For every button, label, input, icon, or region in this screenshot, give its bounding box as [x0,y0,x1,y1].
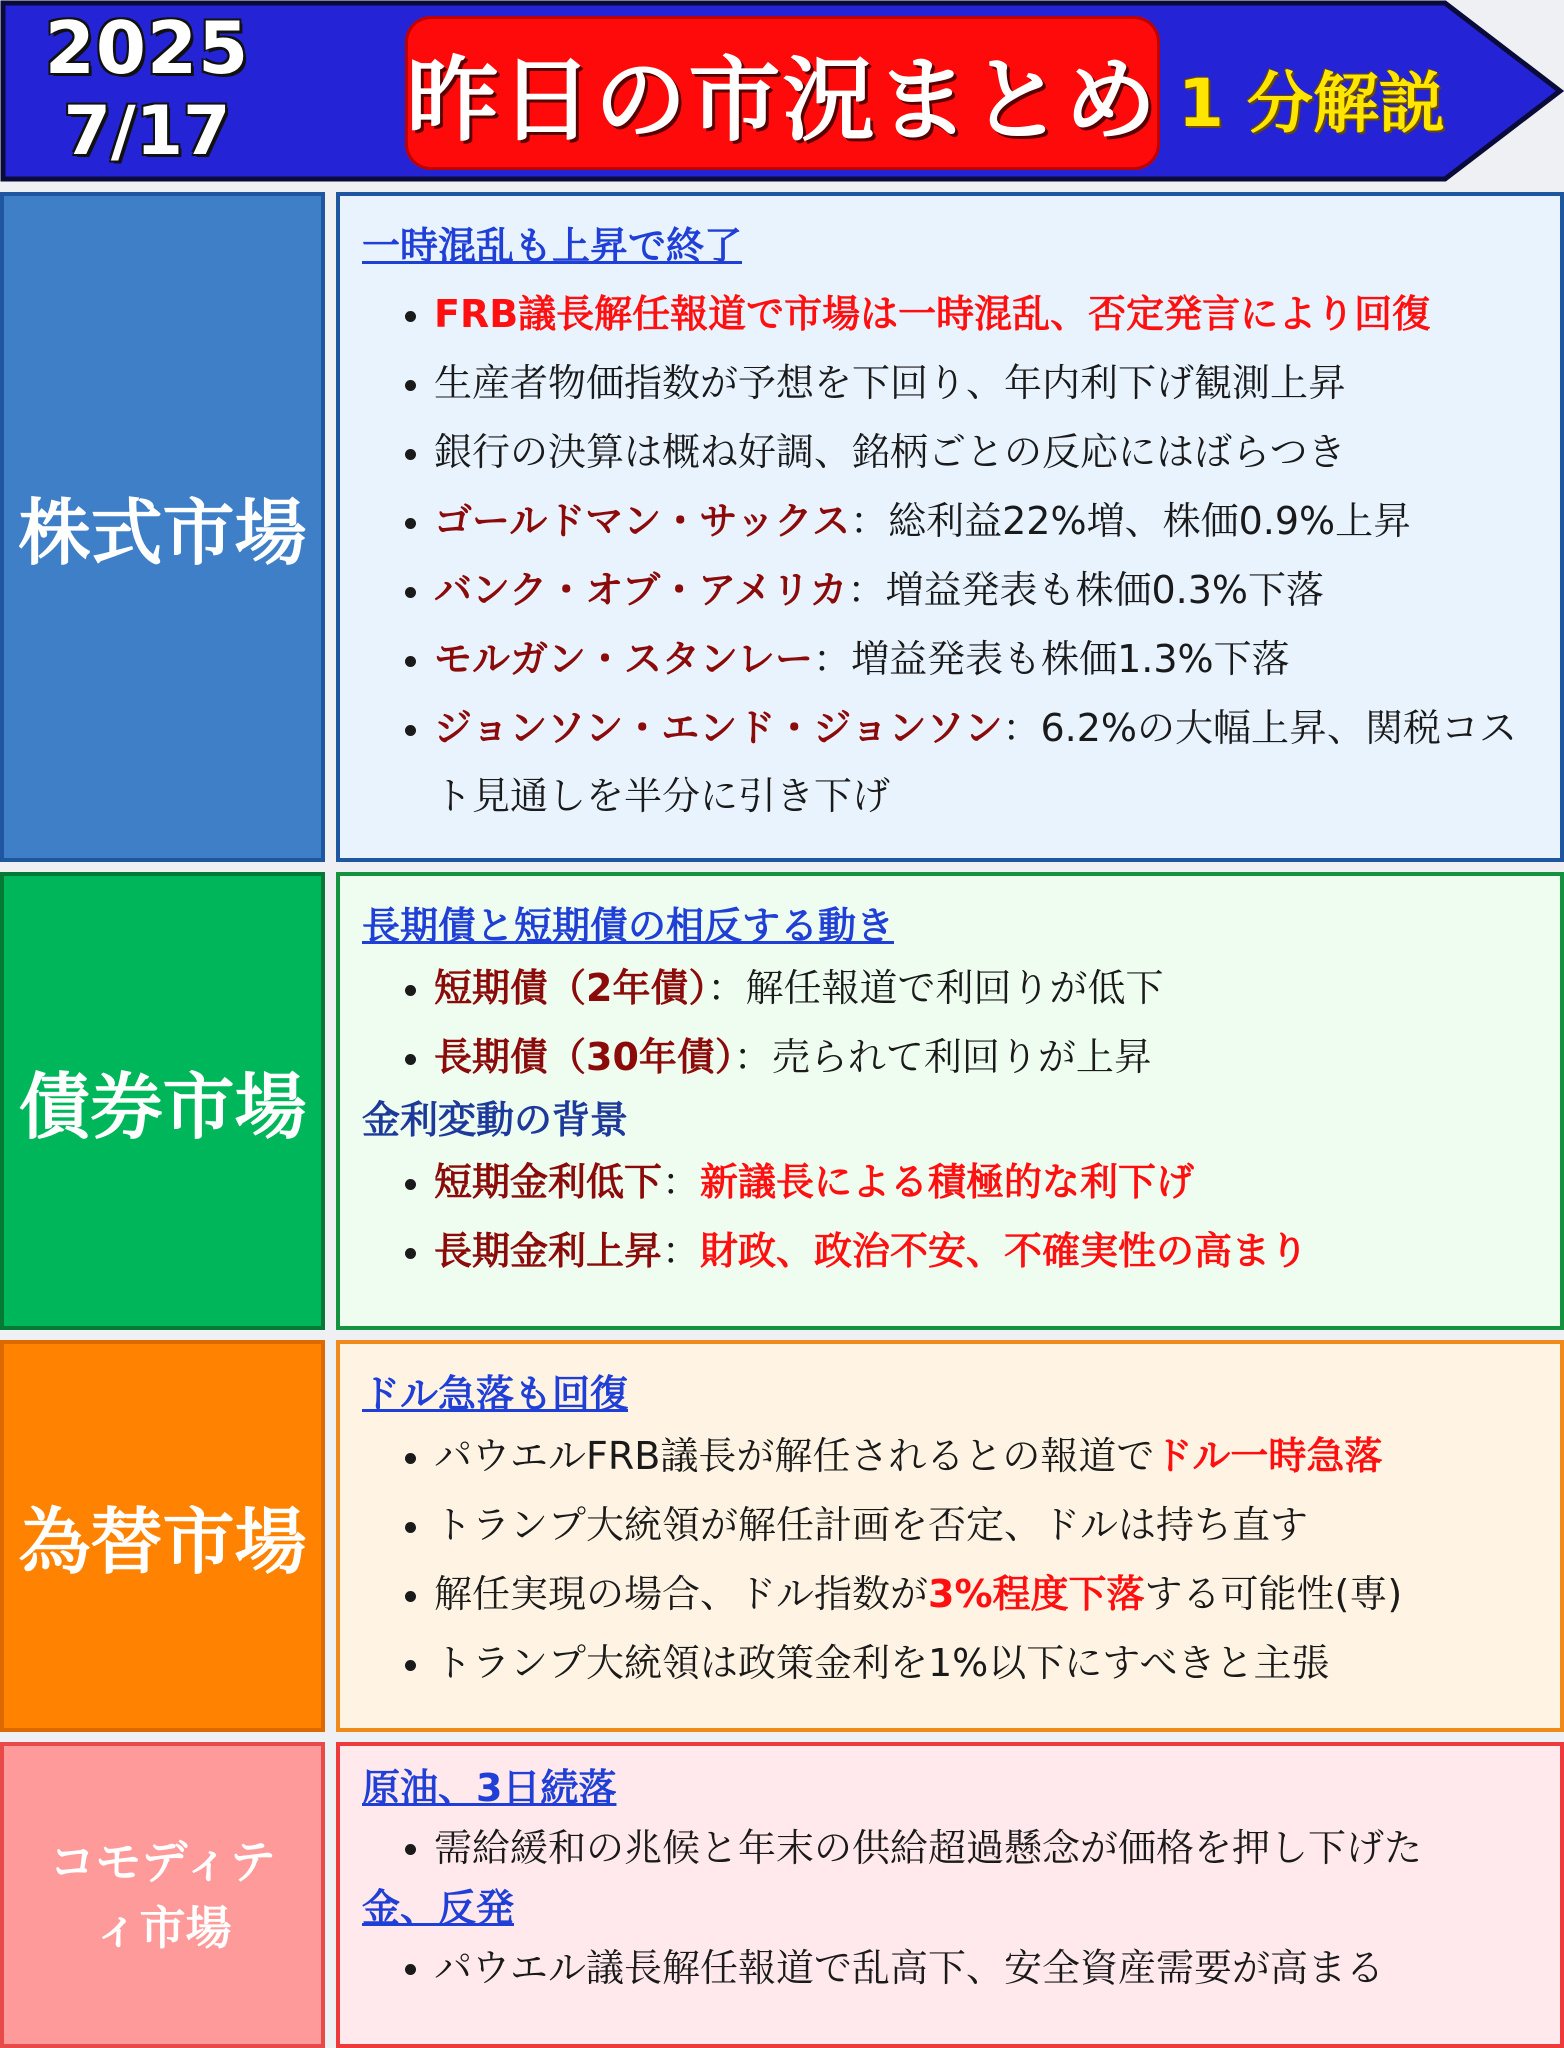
list-item [362,1560,1540,1629]
commodity-item-text: パウエル議長解任報道で乱高下、安全資産需要が高まる [434,1946,1385,1990]
stock-item-highlight: FRB議長解任報道で市場は一時混乱、否定発言により回復 [434,292,1431,336]
list-item [362,1629,1540,1698]
list-item [362,1936,1540,2000]
fx-heading: ドル急落も回復 [362,1372,629,1416]
date-block [22,6,272,171]
fx-item-text: トランプ大統領は政策金利を1%以下にすべきと主張 [434,1641,1330,1685]
commodity-market-content [336,1742,1564,2048]
list-item [362,280,1540,349]
bond-heading-2: 金利変動の背景 [362,1098,629,1142]
company-name: ジョンソン・エンド・ジョンソン [434,706,1003,750]
company-name: バンク・オブ・アメリカ [434,568,848,612]
list-item [362,556,1540,625]
fx-list [362,1422,1540,1698]
fx-item-text: する可能性(専) [1144,1572,1403,1616]
stock-item-text: 銀行の決算は概ね好調、銘柄ごとの反応にはばらつき [434,430,1346,474]
fx-item-text: パウエルFRB議長が解任されるとの報道で [434,1434,1155,1478]
title-box [405,16,1160,170]
bond-market-label: 債券市場 [18,1065,307,1149]
fx-market-section [0,1340,1564,1732]
stock-market-label: 株式市場 [18,491,307,575]
page-subtitle: 1 分解説 [1178,65,1445,142]
stock-item-text: ：6.2%の大幅上昇、関税コスト見通しを半分に引き下げ [434,706,1518,818]
list-item [362,1023,1540,1092]
list-item [362,1816,1540,1880]
commodity-market-section [0,1742,1564,2048]
fx-market-label: 為替市場 [18,1500,307,1584]
company-name: モルガン・スタンレー [434,637,814,681]
date-year: 2025 [44,6,250,90]
stock-item-text: ：増益発表も株価1.3%下落 [813,637,1290,681]
commodity-item-text: 需給緩和の兆候と年末の供給超過懸念が価格を押し下げた [434,1826,1423,1870]
date-day: 7/17 [63,92,231,171]
list-item [362,1148,1540,1217]
list-item [362,1491,1540,1560]
fx-market-label-box [0,1340,325,1732]
bond-list-2 [362,1148,1540,1286]
bond-item-text: ：売られて利回りが上昇 [733,1035,1152,1079]
stock-list [362,280,1540,830]
page-title: 昨日の市況まとめ [406,47,1159,154]
commodity-market-label [49,1829,275,1961]
bond-term: 長期債（30年債） [434,1035,734,1079]
fx-market-content [336,1340,1564,1732]
rate-term: 短期金利低下 [434,1160,663,1204]
stock-item-text: 生産者物価指数が予想を下回り、年内利下げ観測上昇 [434,361,1347,405]
bond-heading-1: 長期債と短期債の相反する動き [362,904,895,948]
stock-market-content [336,192,1564,862]
list-item [362,1217,1540,1286]
commodity-label-line-1: コモディテ [49,1835,276,1889]
list-item [362,1422,1540,1491]
bond-market-content [336,872,1564,1330]
bond-market-section [0,872,1564,1330]
stock-market-label-box [0,192,325,862]
stock-item-text: ：増益発表も株価0.3%下落 [847,568,1324,612]
list-item [362,694,1540,830]
commodity-list-oil [362,1816,1540,1880]
list-item [362,954,1540,1023]
stock-heading: 一時混乱も上昇で終了 [362,224,743,268]
fx-item-highlight: ドル一時急落 [1154,1434,1383,1478]
list-item [362,487,1540,556]
bond-list-1 [362,954,1540,1092]
separator: ： [662,1160,701,1204]
bond-term: 短期債（2年債） [434,966,708,1010]
rate-term: 長期金利上昇 [434,1229,663,1273]
stock-market-section [0,192,1564,862]
commodity-market-label-box [0,1742,325,2048]
stock-item-text: ：総利益22%増、株価0.9%上昇 [850,499,1412,543]
company-name: ゴールドマン・サックス [434,499,851,543]
list-item [362,418,1540,487]
commodity-list-gold [362,1936,1540,2000]
commodity-heading-oil: 原油、3日続落 [362,1766,617,1810]
commodity-heading-gold: 金、反発 [362,1886,515,1930]
rate-reason: 新議長による積極的な利下げ [700,1160,1195,1204]
header-banner [0,0,1564,182]
commodity-label-line-2: ィ市場 [93,1901,232,1955]
fx-item-text: 解任実現の場合、ドル指数が [434,1572,929,1616]
separator: ： [662,1229,701,1273]
fx-item-highlight: 3%程度下落 [928,1572,1145,1616]
bond-market-label-box [0,872,325,1330]
bond-item-text: ：解任報道で利回りが低下 [707,966,1164,1010]
fx-item-text: トランプ大統領が解任計画を否定、ドルは持ち直す [434,1503,1309,1547]
list-item [362,625,1540,694]
rate-reason: 財政、政治不安、不確実性の高まり [700,1229,1309,1273]
list-item [362,349,1540,418]
